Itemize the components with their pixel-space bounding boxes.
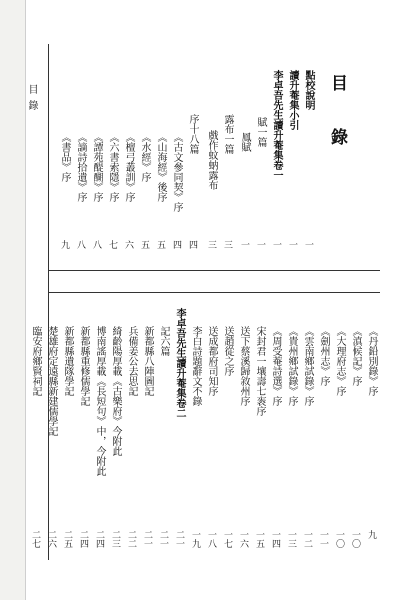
toc-entry-label: 戲作蚊蚋露布: [206, 130, 217, 190]
toc-entry-page: 四: [171, 240, 181, 249]
toc-entry-label: 《山海經》後序: [155, 132, 166, 202]
toc-entry-page: 一七: [222, 530, 232, 548]
toc-entry-page: 一五: [254, 530, 264, 548]
toc-entry-page: 六: [123, 240, 133, 249]
toc-entry-label: 《謫詩拾遺》序: [75, 132, 86, 202]
toc-entry-label: 《譚苑醍醐》序: [91, 132, 102, 202]
toc-entry-page: 一: [303, 240, 313, 249]
toc-entry-page: 一: [255, 240, 265, 249]
toc-entry-label: 《滇候記》序: [350, 326, 361, 386]
toc-entry-page: 二五: [62, 530, 72, 548]
toc-entry-label: 《劍州志》序: [318, 326, 329, 386]
toc-entry-label: 宋封君一壤壽七袠序: [254, 326, 265, 416]
toc-entry-label: 《檀弓叢訓》序: [123, 132, 134, 202]
toc-entry-page: 二二: [126, 530, 136, 548]
toc-entry-label: 李白詩題辭文不錄: [190, 326, 201, 406]
toc-entry-label: 臨安府鄉賢祠記: [30, 326, 41, 396]
toc-entry-label: 李卓吾先生讀升菴集卷二: [174, 308, 185, 418]
scan-margin: [0, 0, 26, 600]
toc-entry-label: 《大理府志》序: [334, 326, 345, 396]
toc-entry-label: 《周受菴詩選》序: [270, 326, 281, 406]
toc-entry-page: 二六: [46, 530, 56, 548]
toc-entry-page: 二四: [78, 530, 88, 548]
toc-entry-page: 二一: [142, 530, 152, 548]
toc-entry-page: 一九: [190, 530, 200, 548]
toc-entry-label: 《丹鉛別錄》序: [366, 326, 377, 396]
toc-entry-label: 送下蔡溪歸敘州序: [238, 326, 249, 406]
toc-entry-label: 記六篇: [158, 326, 169, 356]
toc-entry-label: 點校說明: [303, 70, 314, 110]
toc-entry-page: 一: [287, 240, 297, 249]
toc-entry-page: 九: [59, 240, 69, 249]
toc-entry-page: 五: [139, 240, 149, 249]
page-left-rule: [48, 44, 49, 560]
top-block-baseline: [48, 270, 380, 271]
toc-entry-page: 九: [366, 530, 376, 539]
toc-entry-page: 二四: [94, 530, 104, 548]
toc-entry-label: 新都縣八陣圖記: [142, 326, 153, 396]
toc-entry-page: 一: [271, 240, 281, 249]
toc-entry-page: 二三: [110, 530, 120, 548]
toc-entry-label: 鳳賦: [239, 132, 250, 152]
toc-entry-label: 博南謠厚載《長短句》中，今附此: [94, 326, 105, 476]
toc-page: [26, 44, 380, 560]
toc-entry-page: 二七: [30, 530, 40, 548]
toc-entry-label: 綺齡陽厚載《古樂府》今附此: [110, 326, 121, 456]
toc-entry-page: 二一: [158, 530, 168, 548]
toc-entry-page: 一: [239, 240, 249, 249]
bottom-block-topline: [48, 292, 380, 293]
toc-entry-page: 二一: [174, 530, 184, 548]
toc-entry-page: 一〇: [350, 530, 360, 548]
toc-entry-page: 三: [206, 240, 216, 249]
toc-entry-label: 《六書索隱》序: [107, 132, 118, 202]
toc-entry-label: 送成都府司知序: [206, 326, 217, 396]
toc-entry-label: 賦一篇: [255, 117, 266, 147]
running-header: 目錄: [26, 84, 37, 116]
toc-entry-label: 《水經》序: [139, 132, 150, 182]
toc-entry-page: 八: [75, 240, 85, 249]
toc-entry-label: 新都縣重修儒學記: [78, 326, 89, 406]
toc-entry-label: 送趙從之序: [222, 326, 233, 376]
toc-entry-page: 一六: [238, 530, 248, 548]
toc-entry-label: 《古文參同契》序: [171, 132, 182, 212]
toc-entry-page: 一一: [318, 530, 328, 548]
toc-entry-label: 《貴州鄉試錄》序: [286, 326, 297, 406]
toc-entry-page: 四: [187, 240, 197, 249]
toc-entry-label: 楚雄府定遠縣新建儒學記: [46, 326, 57, 436]
toc-entry-label: 露布一篇: [222, 114, 233, 154]
toc-entry-page: 三: [222, 240, 232, 249]
toc-entry-label: 兵備姜公去思記: [126, 326, 137, 396]
toc-entry-label: 《書品》序: [59, 132, 70, 182]
toc-entry-page: 一四: [270, 530, 280, 548]
toc-entry-label: 李卓吾先生讀升菴集卷一: [271, 70, 282, 180]
toc-entry-label: 讀升菴集小引: [287, 70, 298, 130]
toc-entry-page: 八: [91, 240, 101, 249]
page-title: 目 錄: [327, 74, 347, 155]
toc-entry-page: 一三: [286, 530, 296, 548]
toc-entry-page: 一八: [206, 530, 216, 548]
toc-entry-page: 一二: [302, 530, 312, 548]
toc-entry-label: 《雲南鄉試錄》序: [302, 326, 313, 406]
toc-entry-page: 五: [155, 240, 165, 249]
toc-entry-label: 序十八篇: [187, 114, 198, 154]
toc-entry-label: 新都縣遺隊學記: [62, 326, 73, 396]
toc-entry-page: 一〇: [334, 530, 344, 548]
toc-entry-page: 七: [107, 240, 117, 249]
